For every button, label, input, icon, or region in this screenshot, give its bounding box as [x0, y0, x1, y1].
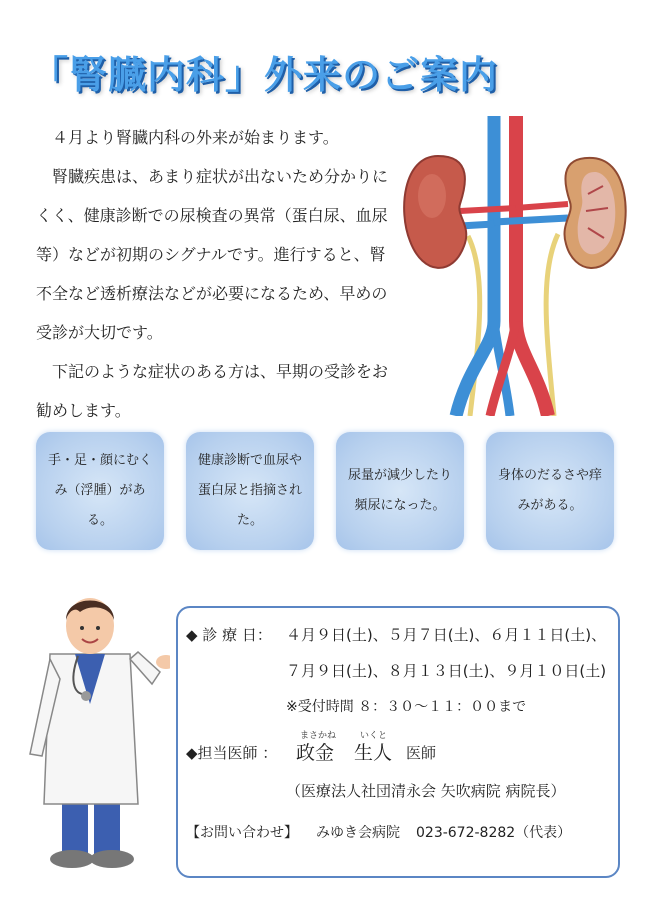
doctor-family-name: 政金 — [296, 742, 335, 764]
intro-paragraph-3: 下記のような症状のある方は、早期の受診をお勧めします。 — [36, 362, 389, 420]
symptom-text: 健康診断で血尿や蛋白尿と指摘された。 — [197, 453, 302, 528]
intro-paragraph-1: ４月より腎臓内科の外来が始まります。 — [52, 128, 339, 147]
doctor-title: 医師 — [406, 744, 437, 762]
symptom-card — [36, 432, 164, 550]
info-box — [176, 606, 620, 878]
symptom-card — [186, 432, 314, 550]
contact-phone: 023-672-8282（代表） — [416, 825, 572, 841]
symptom-card — [486, 432, 614, 550]
symptom-list — [36, 432, 616, 554]
clinic-dates-line-1: ４月９日(土)、５月７日(土)、６月１１日(土)、 — [286, 626, 607, 644]
clinic-dates-line-2: ７月９日(土)、８月１３日(土)、９月１０日(土) — [286, 662, 607, 680]
doctor-affiliation: （医療法人社団清永会 矢吹病院 病院長） — [286, 782, 566, 800]
doctor-illustration — [20, 584, 170, 874]
intro-text — [36, 118, 396, 430]
contact-name: みゆき会病院 — [316, 825, 400, 841]
contact-label: 【お問い合わせ】 — [186, 825, 298, 841]
symptom-text: 尿量が減少したり頻尿になった。 — [347, 468, 452, 513]
page-title: 「腎臓内科」外来のご案内 — [30, 53, 499, 97]
kidney-illustration — [398, 116, 630, 416]
doctor-given-ruby: いくと — [360, 731, 388, 741]
symptom-text: 身体のだるさや痒みがある。 — [497, 468, 602, 513]
doctor-family-ruby: まさかね — [300, 731, 337, 741]
clinic-days-label: ◆ 診 療 日： — [186, 626, 272, 644]
doctor-given-name: 生人 — [354, 742, 393, 764]
doctor-label: ◆担当医師 ： — [186, 744, 278, 762]
symptom-text: 手・足・顔にむくみ（浮腫）がある。 — [47, 453, 152, 528]
symptom-card — [336, 432, 464, 550]
reception-hours: ※受付時間 ８：３０～１１：００まで — [286, 699, 527, 715]
intro-paragraph-2: 腎臓疾患は、あまり症状が出ないため分かりにくく、健康診断での尿検査の異常（蛋白尿、血尿等）などが初期のシグナルです。進行すると、腎不全など透析療法などが必要になるため、早めの受診が大切です。 — [36, 167, 389, 342]
